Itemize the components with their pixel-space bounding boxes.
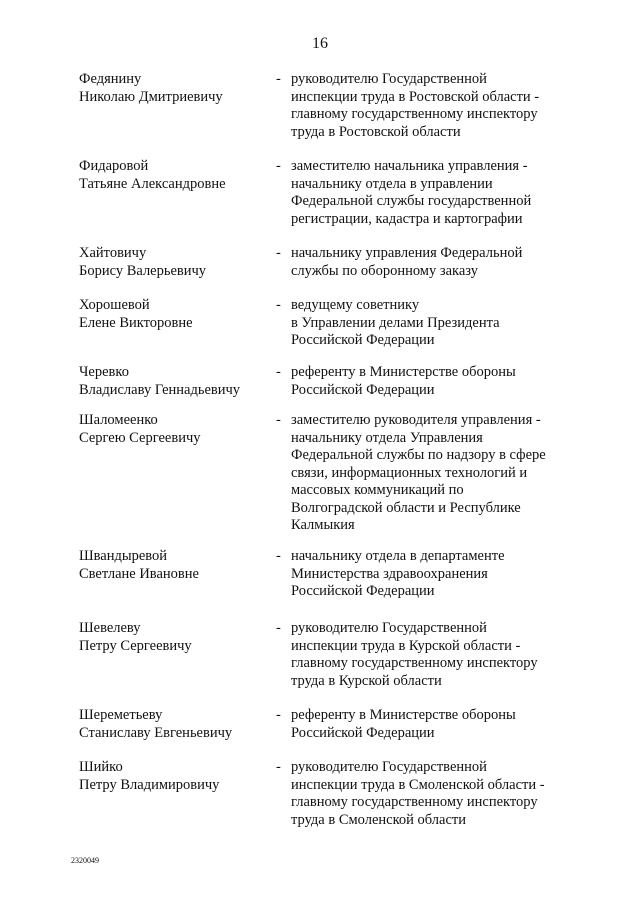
given-names: Сергею Сергеевичу [79, 429, 201, 446]
position-line: заместителю руководителя управления - [291, 412, 541, 428]
position-line: Российской Федерации [291, 332, 435, 348]
position-line: Российской Федерации [291, 381, 435, 398]
dash-separator: - [276, 364, 281, 380]
position-line: инспекции труда в Ростовской области - [291, 88, 540, 105]
surname: Хорошевой [79, 297, 150, 313]
position-line: начальнику отдела в управлении [291, 175, 493, 192]
position-line: главному государственному инспектору [291, 655, 538, 671]
position-line: главному государственному инспектору [291, 794, 538, 810]
position-line: Волгоградской области и Республике [291, 499, 521, 516]
position-description [291, 548, 561, 601]
position-line: труда в Ростовской области [291, 123, 461, 140]
position-line: труда в Смоленской области [291, 811, 467, 828]
position-description [291, 71, 561, 141]
person-name [79, 364, 279, 399]
given-names: Светлане Ивановне [79, 565, 199, 582]
position-description [291, 412, 561, 535]
person-name [79, 412, 279, 447]
position-line: руководителю Государственной [291, 71, 487, 87]
position-description [291, 620, 561, 690]
position-line: Калмыкия [291, 517, 355, 533]
position-line: заместителю начальника управления - [291, 158, 528, 174]
position-line: связи, информационных технологий и [291, 464, 528, 481]
surname: Хайтовичу [79, 245, 147, 261]
position-line: Федеральной службы государственной [291, 193, 532, 209]
position-line: Федеральной службы по надзору в сфере [291, 447, 546, 463]
position-line: ведущему советнику [291, 297, 420, 313]
position-line: Российской Федерации [291, 724, 435, 741]
position-line: регистрации, кадастра и картографии [291, 210, 523, 227]
dash-separator: - [276, 548, 281, 564]
given-names: Петру Владимировичу [79, 776, 220, 793]
position-line: референту в Министерстве обороны [291, 707, 516, 723]
surname: Черевко [79, 364, 129, 380]
given-names: Николаю Дмитриевичу [79, 88, 223, 105]
page-number: 16 [312, 35, 328, 52]
position-line: начальнику отдела в департаменте [291, 548, 505, 564]
person-name [79, 245, 279, 280]
position-line: руководителю Государственной [291, 759, 487, 775]
dash-separator: - [276, 297, 281, 313]
dash-separator: - [276, 158, 281, 174]
dash-separator: - [276, 620, 281, 636]
person-name [79, 71, 279, 106]
surname: Шевелеву [79, 620, 141, 636]
position-description [291, 158, 561, 228]
position-description [291, 245, 561, 280]
person-name [79, 548, 279, 583]
position-line: Российской Федерации [291, 583, 435, 599]
dash-separator: - [276, 707, 281, 723]
position-description [291, 297, 561, 350]
position-line: руководителю Государственной [291, 620, 487, 636]
position-description [291, 759, 561, 829]
given-names: Петру Сергеевичу [79, 637, 192, 654]
position-line: в Управлении делами Президента [291, 314, 500, 331]
person-name [79, 759, 279, 794]
person-name [79, 297, 279, 332]
given-names: Елене Викторовне [79, 314, 193, 331]
position-line: инспекции труда в Курской области - [291, 637, 521, 654]
dash-separator: - [276, 759, 281, 775]
position-line: инспекции труда в Смоленской области - [291, 776, 545, 793]
position-line: референту в Министерстве обороны [291, 364, 516, 380]
position-line: службы по оборонному заказу [291, 262, 478, 279]
dash-separator: - [276, 412, 281, 428]
surname: Шийко [79, 759, 123, 775]
position-line: начальнику отдела Управления [291, 429, 483, 446]
position-line: труда в Курской области [291, 672, 442, 689]
surname: Федянину [79, 71, 142, 87]
dash-separator: - [276, 71, 281, 87]
given-names: Татьяне Александровне [79, 175, 226, 192]
position-line: массовых коммуникаций по [291, 482, 464, 498]
position-description [291, 364, 561, 399]
given-names: Борису Валерьевичу [79, 262, 207, 279]
person-name [79, 158, 279, 193]
dash-separator: - [276, 245, 281, 261]
person-name [79, 707, 279, 742]
surname: Швандыревой [79, 548, 168, 564]
surname: Шаломеенко [79, 412, 158, 428]
position-line: начальнику управления Федеральной [291, 245, 523, 261]
person-name [79, 620, 279, 655]
document-code: 2320049 [71, 856, 99, 865]
position-description [291, 707, 561, 742]
surname: Фидаровой [79, 158, 149, 174]
surname: Шереметьеву [79, 707, 163, 723]
position-line: Министерства здравоохранения [291, 565, 488, 582]
position-line: главному государственному инспектору [291, 106, 538, 122]
given-names: Владиславу Геннадьевичу [79, 381, 241, 398]
given-names: Станиславу Евгеньевичу [79, 724, 233, 741]
